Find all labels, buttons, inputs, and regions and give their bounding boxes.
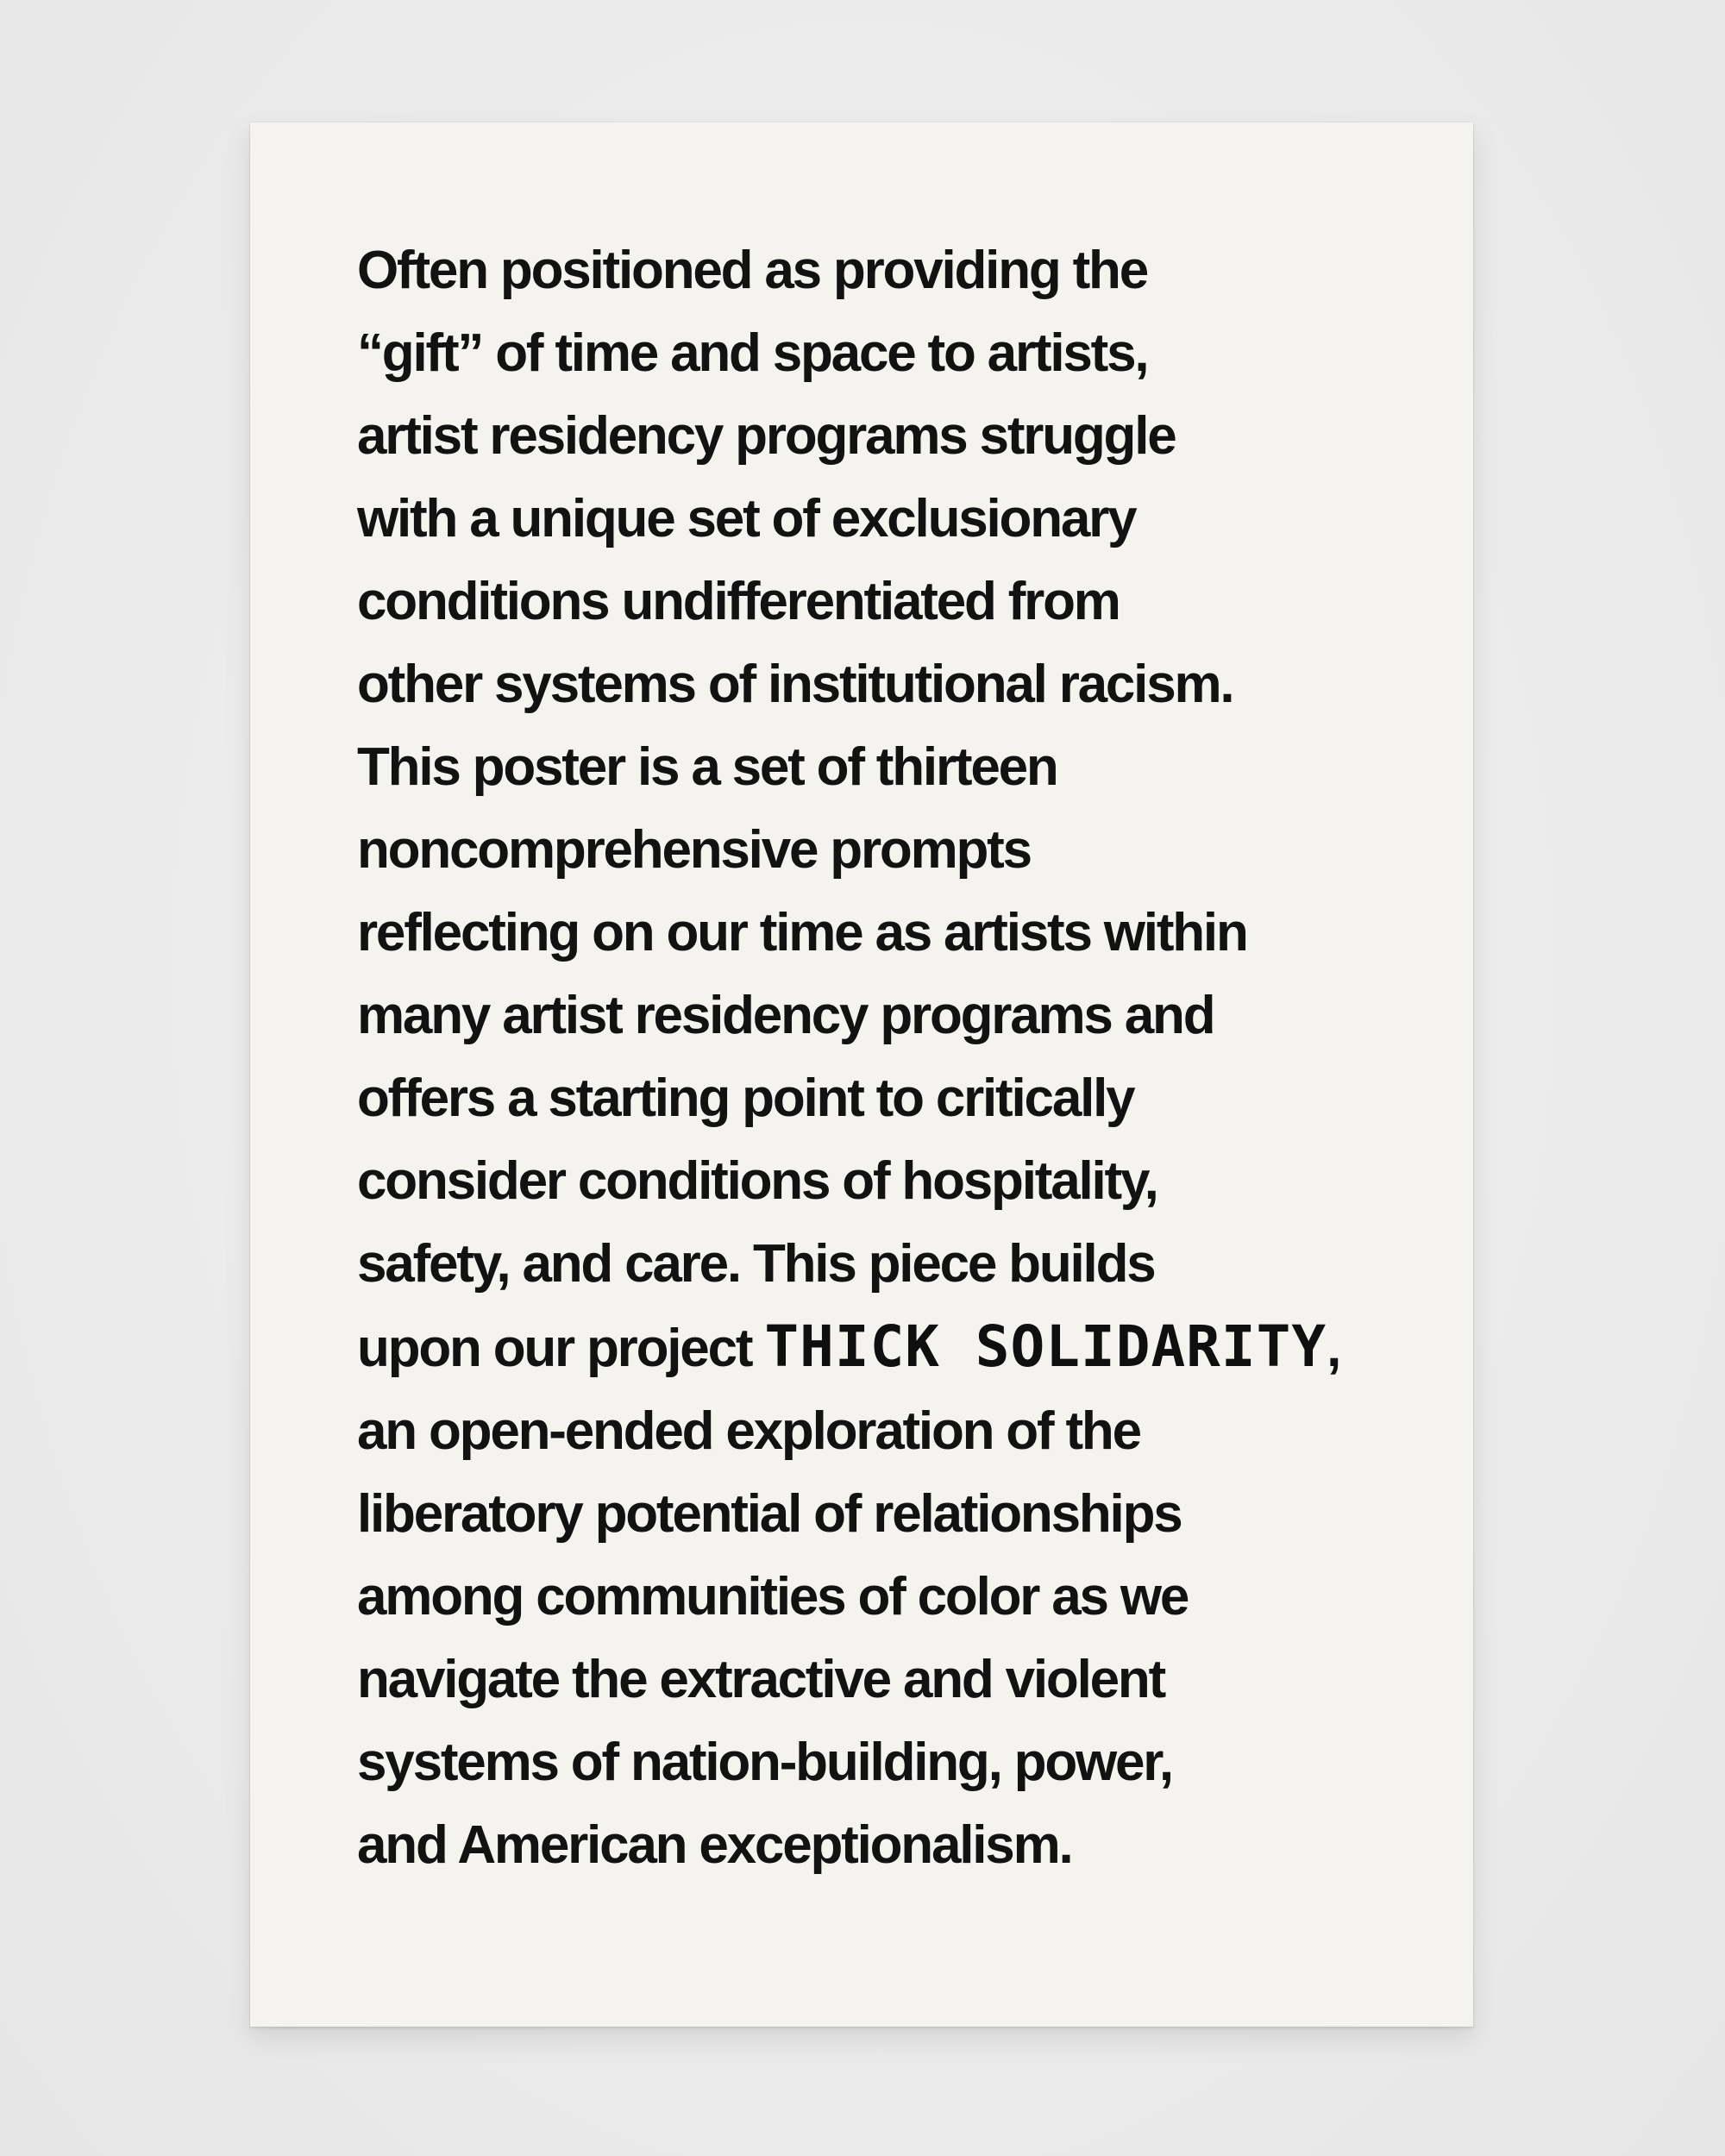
statement-line: many artist residency programs and [357,986,1214,1045]
poster-statement [357,229,1427,1887]
statement-line: consider conditions of hospitality, [357,1151,1157,1211]
project-line [357,1306,1427,1390]
project-line-comma: , [1327,1319,1340,1378]
statement-line: an open-ended exploration of the [357,1401,1140,1461]
statement-line: liberatory potential of relationships [357,1484,1182,1544]
statement-line: artist residency programs struggle [357,406,1176,466]
statement-line: reflecting on our time as artists within [357,903,1247,962]
project-line-lead: upon our project [357,1319,765,1378]
statement-line: noncomprehensive prompts [357,820,1031,880]
statement-line: This poster is a set of thirteen [357,737,1057,797]
statement-line: with a unique set of exclusionary [357,489,1136,548]
statement-line: systems of nation-building, power, [357,1733,1172,1792]
statement-line: offers a starting point to critically [357,1069,1134,1128]
statement-line: safety, and care. This piece builds [357,1234,1155,1294]
statement-line: Often positioned as providing the [357,241,1147,300]
statement-line: conditions undifferentiated from [357,572,1120,631]
project-title: THICK SOLIDARITY [764,1313,1327,1380]
statement-line: “gift” of time and space to artists, [357,323,1148,383]
statement-line: among communities of color as we [357,1567,1189,1626]
poster-sheet [250,122,1473,2027]
statement-line: navigate the extractive and violent [357,1650,1165,1709]
statement-line: and American exceptionalism. [357,1815,1072,1875]
statement-line: other systems of institutional racism. [357,655,1233,714]
